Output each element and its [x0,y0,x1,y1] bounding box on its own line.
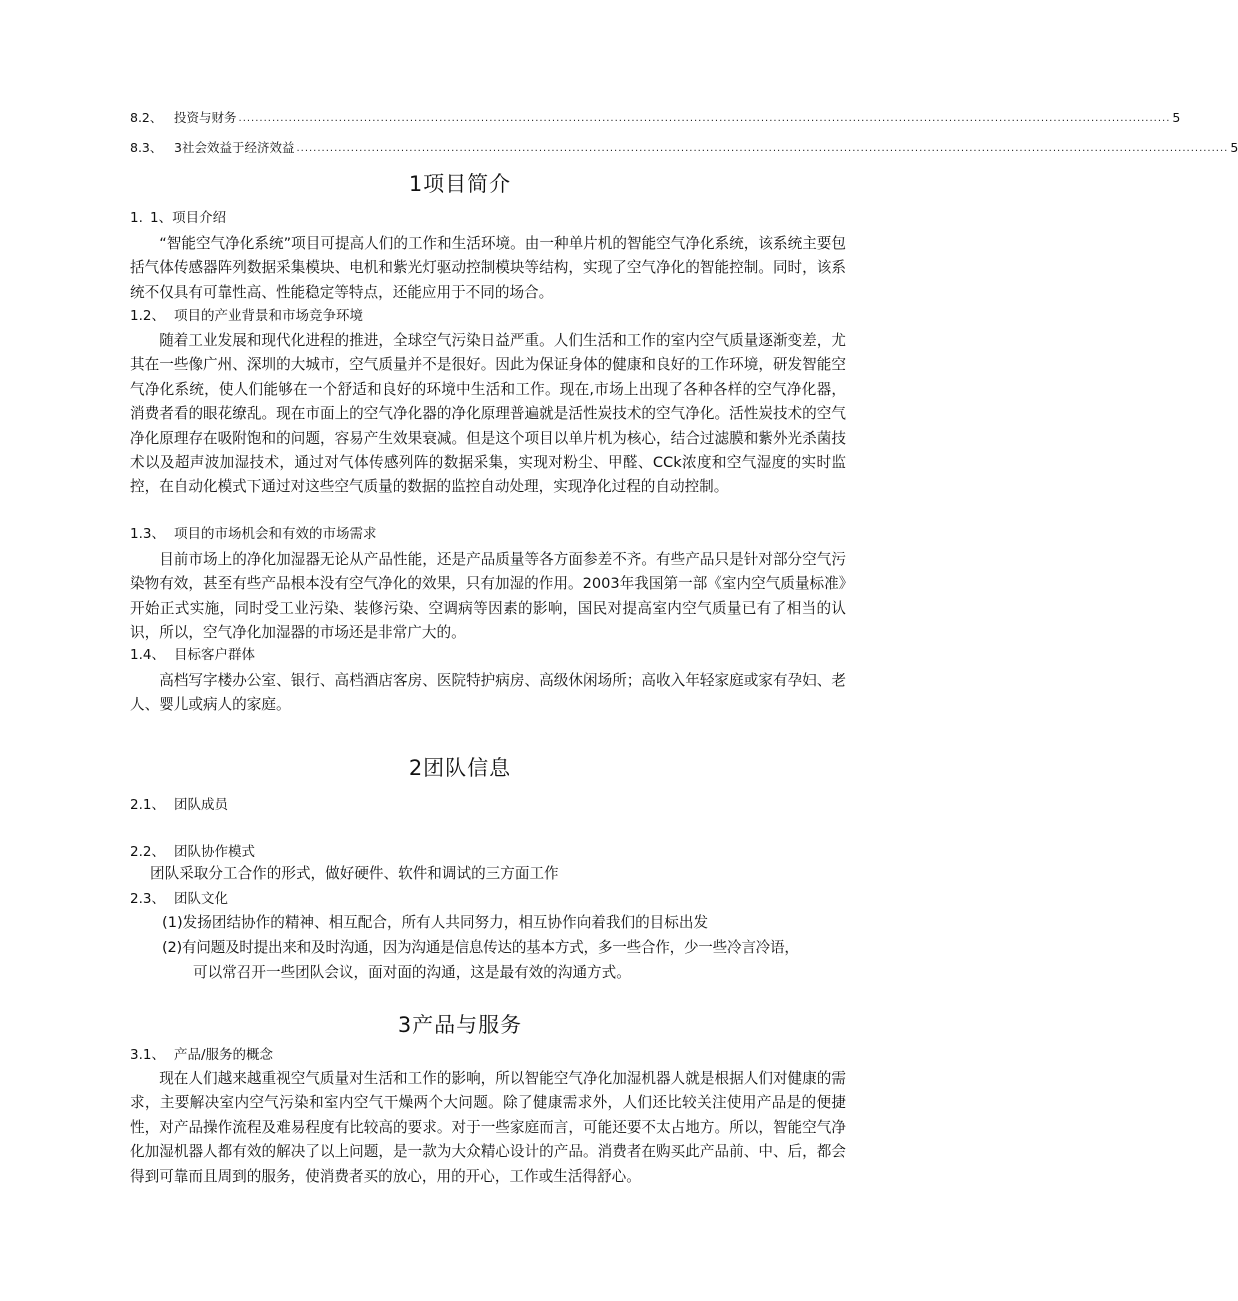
subsection-heading [130,208,226,228]
toc-page-number: 5 [1230,140,1238,155]
subsection-title: 1、项目介绍 [150,210,227,226]
subsection-title: 团队成员 [174,797,228,813]
subsection-title: 项目的产业背景和市场竞争环境 [174,308,363,324]
paragraph: 随着工业发展和现代化进程的推进，全球空气污染日益严重。人们生活和工作的室内空气质量逐渐变差，尤其在一些像广州、深圳的大城市，空气质量并不是很好。因此为保证身体的健康和良好的工作环境，研发智能空气净化系统，使人们能够在一个舒适和良好的环境中生活和工作。现在,市场上出现了各种各样的空气净化器，消费者看的眼花缭乱。现在市面上的空气净化器的净化原理普遍就是活性炭技术的空气净化。活性炭技术的空气净化原理存在吸附饱和的问题，容易产生效果衰减。但是这个项目以单片机为核心，结合过滤膜和紫外光杀菌技术以及超声波加湿技术，通过对气体传感列阵的数据采集，实现对粉尘、甲醛、CCk浓度和空气湿度的实时监控，在自动化模式下通过对这些空气质量的数据的监控自动处理，实现净化过程的自动控制。 [130,332,846,496]
subsection-heading [130,1045,273,1065]
toc-title: 投资与财务 [174,110,237,125]
list-item: (1)发扬团结协作的精神、相互配合，所有人共同努力，相互协作向着我们的目标出发 [162,914,709,931]
subsection-number: 1. [130,210,143,226]
subsection-heading [130,795,228,815]
subsection-title: 目标客户群体 [174,647,255,663]
toc-title: 3社会效益于经济效益 [174,140,295,155]
paragraph: 高档写字楼办公室、银行、高档酒店客房、医院特护病房、高级休闲场所；高收入年轻家庭或家有孕妇、老人、婴儿或病人的家庭。 [130,672,846,714]
subsection-title: 团队文化 [174,891,228,907]
paragraph: “智能空气净化系统”项目可提高人们的工作和生活环境。由一种单片机的智能空气净化系统，该系统主要包括气体传感器阵列数据采集模块、电机和紫光灯驱动控制模块等结构，实现了空气净化的智能控制。同时，该系统不仅具有可靠性高、性能稳定等特点，还能应用于不同的场合。 [130,235,846,301]
subsection-title: 项目的市场机会和有效的市场需求 [174,526,377,542]
toc-page-number: 5 [1172,110,1181,125]
subsection-heading [130,889,228,909]
section-title: 2团队信息 [408,756,512,780]
toc-number: 8.3、 [130,140,163,155]
section-title: 3产品与服务 [397,1013,523,1037]
subsection-heading [130,306,363,326]
paragraph: 团队采取分工合作的形式，做好硬件、软件和调试的三方面工作 [150,865,559,882]
toc-number: 8.2、 [130,110,163,125]
subsection-number: 2.3、 [130,891,165,907]
subsection-title: 团队协作模式 [174,844,255,860]
section-title: 1项目简介 [408,172,512,196]
paragraph: 现在人们越来越重视空气质量对生活和工作的影响，所以智能空气净化加湿机器人就是根据人们对健康的需求，主要解决室内空气污染和室内空气干燥两个大问题。除了健康需求外，人们还比较关注使用产品是的便捷性，对产品操作流程及难易程度有比较高的要求。对于一些家庭而言，可能还要不太占地方。所以，智能空气净化加湿机器人都有效的解决了以上问题，是一款为大众精心设计的产品。消费者在购买此产品前、中、后，都会得到可靠而且周到的服务，使消费者买的放心，用的开心，工作或生活得舒心。 [130,1070,846,1185]
subsection-number: 1.3、 [130,526,165,542]
paragraph: 目前市场上的净化加湿器无论从产品性能，还是产品质量等各方面参差不齐。有些产品只是针对部分空气污染物有效，甚至有些产品根本没有空气净化的效果，只有加湿的作用。2003年我国第一部《室内空气质量标准》开始正式实施，同时受工业污染、装修污染、空调病等因素的影响，国民对提高室内空气质量已有了相当的认识，所以，空气净化加湿器的市场还是非常广大的。 [130,551,846,642]
toc-leader: ............................................................................................................................................................................................................................... [296,143,1229,154]
subsection-number: 2.1、 [130,797,165,813]
subsection-heading [130,842,255,862]
toc-entry[interactable] [130,106,1181,126]
subsection-number: 2.2、 [130,844,165,860]
subsection-title: 产品/服务的概念 [174,1047,274,1063]
toc-entry[interactable] [130,136,1238,156]
subsection-number: 3.1、 [130,1047,165,1063]
list-item: (2)有问题及时提出来和及时沟通，因为沟通是信息传达的基本方式，多一些合作，少一些冷言冷语， [162,939,799,956]
toc-leader: ............................................................................................................................................................................................................................... [238,113,1171,124]
subsection-number: 1.4、 [130,647,165,663]
list-item-continuation: 可以常召开一些团队会议，面对面的沟通，这是最有效的沟通方式。 [193,964,631,981]
subsection-heading [130,524,377,544]
subsection-heading [130,645,255,665]
subsection-number: 1.2、 [130,308,165,324]
